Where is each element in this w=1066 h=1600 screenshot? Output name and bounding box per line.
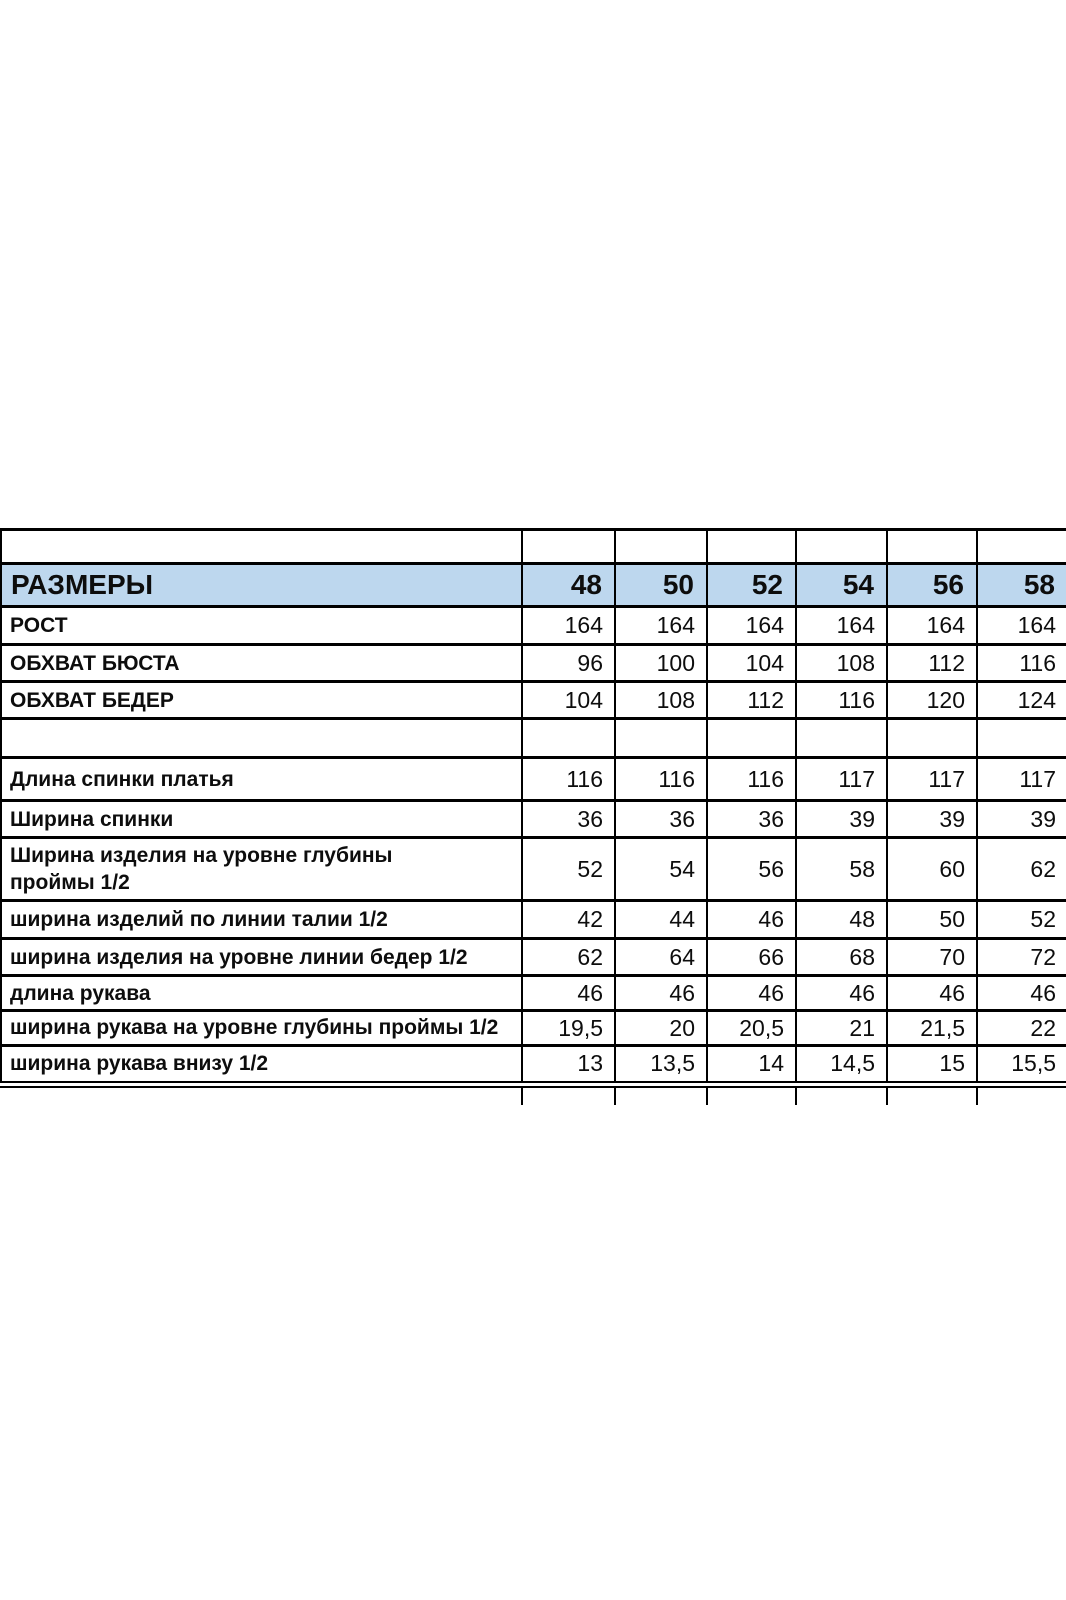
row-value-cell: 64 <box>615 939 707 976</box>
row-value-cell: 52 <box>977 901 1066 939</box>
row-label-cell: ОБХВАТ БЕДЕР <box>1 682 522 719</box>
empty-cell <box>615 1084 707 1105</box>
row-value-cell: 46 <box>887 976 977 1011</box>
row-value-cell: 164 <box>615 607 707 645</box>
row-value-cell: 19,5 <box>522 1011 615 1045</box>
row-value-cell: 54 <box>615 838 707 901</box>
row-value-cell: 46 <box>522 976 615 1011</box>
row-value-cell: 116 <box>615 758 707 801</box>
table-row <box>1 607 1066 645</box>
row-value-cell: 36 <box>522 801 615 838</box>
empty-cell <box>1 1084 522 1105</box>
row-label-cell: ОБХВАТ БЮСТА <box>1 645 522 682</box>
empty-cell <box>522 1084 615 1105</box>
row-value-cell: 46 <box>707 976 796 1011</box>
row-label-cell: ширина изделия на уровне линии бедер 1/2 <box>1 939 522 976</box>
row-value-cell: 46 <box>977 976 1066 1011</box>
header-title-cell: РАЗМЕРЫ <box>1 564 522 607</box>
row-value-cell: 14 <box>707 1045 796 1084</box>
row-value-cell: 36 <box>707 801 796 838</box>
table-row <box>1 1045 1066 1084</box>
row-value-cell: 164 <box>796 607 887 645</box>
row-value-cell: 52 <box>522 838 615 901</box>
table-row <box>1 838 1066 901</box>
row-value-cell: 164 <box>887 607 977 645</box>
row-value-cell: 112 <box>887 645 977 682</box>
row-value-cell: 20,5 <box>707 1011 796 1045</box>
row-value-cell: 116 <box>522 758 615 801</box>
table-row <box>1 645 1066 682</box>
row-label-cell: ширина рукава внизу 1/2 <box>1 1045 522 1084</box>
row-value-cell: 108 <box>796 645 887 682</box>
row-label-cell: РОСТ <box>1 607 522 645</box>
table-row <box>1 939 1066 976</box>
row-value-cell: 68 <box>796 939 887 976</box>
row-value-cell: 42 <box>522 901 615 939</box>
row-value-cell: 60 <box>887 838 977 901</box>
row-value-cell: 164 <box>977 607 1066 645</box>
empty-cell <box>796 1084 887 1105</box>
row-value-cell: 70 <box>887 939 977 976</box>
empty-cell <box>796 530 887 564</box>
empty-cell <box>887 530 977 564</box>
table-header-row <box>1 564 1066 607</box>
row-value-cell: 39 <box>977 801 1066 838</box>
row-value-cell: 39 <box>796 801 887 838</box>
row-value-cell: 36 <box>615 801 707 838</box>
empty-cell <box>977 1084 1066 1105</box>
row-value-cell: 96 <box>522 645 615 682</box>
empty-cell <box>707 530 796 564</box>
row-value-cell: 164 <box>522 607 615 645</box>
row-value-cell: 39 <box>887 801 977 838</box>
header-size-cell: 50 <box>615 564 707 607</box>
header-size-cell: 48 <box>522 564 615 607</box>
row-value-cell <box>977 719 1066 758</box>
row-value-cell: 22 <box>977 1011 1066 1045</box>
empty-cell <box>977 530 1066 564</box>
row-value-cell: 164 <box>707 607 796 645</box>
row-value-cell: 112 <box>707 682 796 719</box>
row-value-cell: 13,5 <box>615 1045 707 1084</box>
row-value-cell: 20 <box>615 1011 707 1045</box>
row-label-cell: ширина рукава на уровне глубины проймы 1/2 <box>1 1011 522 1045</box>
row-value-cell <box>615 719 707 758</box>
row-value-cell: 120 <box>887 682 977 719</box>
row-value-cell: 104 <box>707 645 796 682</box>
row-value-cell: 116 <box>977 645 1066 682</box>
row-value-cell: 15 <box>887 1045 977 1084</box>
row-value-cell: 66 <box>707 939 796 976</box>
row-value-cell: 21 <box>796 1011 887 1045</box>
empty-cell <box>615 530 707 564</box>
row-value-cell: 21,5 <box>887 1011 977 1045</box>
row-value-cell: 56 <box>707 838 796 901</box>
header-size-cell: 58 <box>977 564 1066 607</box>
row-value-cell: 108 <box>615 682 707 719</box>
table-row <box>1 758 1066 801</box>
row-value-cell: 117 <box>796 758 887 801</box>
header-size-cell: 56 <box>887 564 977 607</box>
empty-cell <box>1 530 522 564</box>
table-row <box>1 1011 1066 1045</box>
table-row <box>1 901 1066 939</box>
row-value-cell: 50 <box>887 901 977 939</box>
row-label-cell: Ширина спинки <box>1 801 522 838</box>
row-value-cell: 15,5 <box>977 1045 1066 1084</box>
row-value-cell: 72 <box>977 939 1066 976</box>
row-value-cell <box>796 719 887 758</box>
row-value-cell: 117 <box>887 758 977 801</box>
empty-cell <box>887 1084 977 1105</box>
row-value-cell: 62 <box>522 939 615 976</box>
row-value-cell: 46 <box>707 901 796 939</box>
empty-cell <box>707 1084 796 1105</box>
row-value-cell: 117 <box>977 758 1066 801</box>
row-value-cell: 13 <box>522 1045 615 1084</box>
row-value-cell: 48 <box>796 901 887 939</box>
row-label-cell: длина рукава <box>1 976 522 1011</box>
table-row <box>1 801 1066 838</box>
row-value-cell: 14,5 <box>796 1045 887 1084</box>
row-value-cell: 116 <box>796 682 887 719</box>
row-value-cell: 100 <box>615 645 707 682</box>
empty-cell <box>522 530 615 564</box>
header-size-cell: 54 <box>796 564 887 607</box>
row-value-cell: 46 <box>615 976 707 1011</box>
row-value-cell: 124 <box>977 682 1066 719</box>
row-value-cell: 104 <box>522 682 615 719</box>
row-label-cell: ширина изделий по линии талии 1/2 <box>1 901 522 939</box>
header-size-cell: 52 <box>707 564 796 607</box>
empty-grid-row <box>1 1084 1066 1105</box>
size-chart-table <box>0 528 1066 1105</box>
row-value-cell <box>522 719 615 758</box>
row-value-cell: 58 <box>796 838 887 901</box>
table-row <box>1 976 1066 1011</box>
row-value-cell <box>707 719 796 758</box>
row-label-cell: Длина спинки платья <box>1 758 522 801</box>
empty-grid-row <box>1 530 1066 564</box>
row-value-cell: 44 <box>615 901 707 939</box>
row-label-cell: Ширина изделия на уровне глубины проймы 1/2 <box>1 838 522 901</box>
table-row <box>1 719 1066 758</box>
row-label-cell <box>1 719 522 758</box>
row-value-cell: 46 <box>796 976 887 1011</box>
row-value-cell: 62 <box>977 838 1066 901</box>
row-value-cell <box>887 719 977 758</box>
table-row <box>1 682 1066 719</box>
row-value-cell: 116 <box>707 758 796 801</box>
